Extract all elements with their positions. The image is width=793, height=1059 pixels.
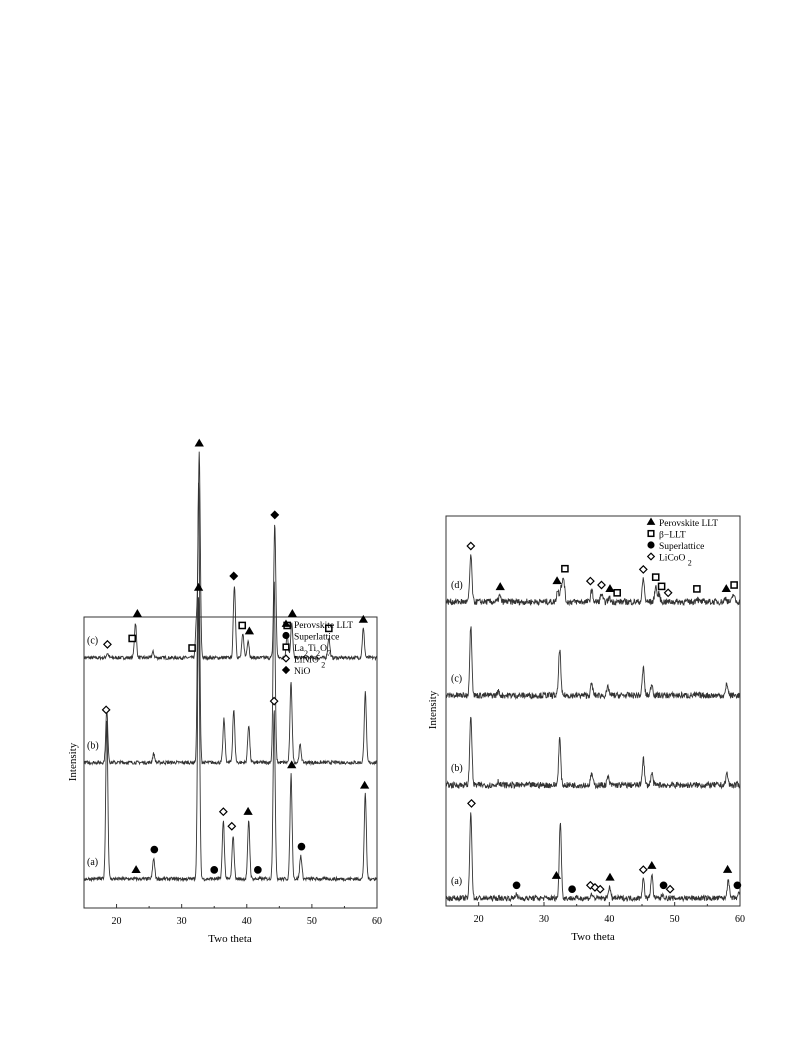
series-label: (b) (451, 763, 463, 775)
square-marker (129, 635, 135, 641)
triangle-marker (724, 866, 731, 872)
square-marker (614, 590, 620, 596)
x-tick-label: 40 (604, 914, 615, 925)
series-line (446, 626, 740, 698)
diamond-open-marker (283, 655, 290, 662)
x-tick-label: 20 (111, 916, 122, 927)
xrd-chart-right (427, 516, 745, 943)
x-tick-label: 30 (176, 916, 187, 927)
legend-label: β−LLT (659, 530, 686, 541)
triangle-marker (606, 585, 613, 591)
series-label: (b) (87, 740, 99, 752)
square-marker (694, 586, 700, 592)
diamond-open-marker (666, 886, 673, 893)
series-label: (c) (451, 673, 463, 685)
data-lines (84, 452, 377, 881)
x-axis-label: Two theta (571, 931, 615, 943)
square-marker (562, 566, 568, 572)
triangle-marker (244, 808, 251, 814)
x-tick-label: 40 (241, 916, 252, 927)
diamond-open-marker (587, 578, 594, 585)
circle-marker (660, 882, 666, 888)
legend-label: Superlattice (294, 632, 340, 643)
legend-label: $La_2Ti_2O_7$ (294, 644, 332, 658)
diamond-marker (230, 572, 237, 579)
diamond-marker (271, 511, 278, 518)
x-tick-label: 60 (735, 914, 745, 925)
legend-label: LiCoO $_2$ (659, 553, 692, 567)
triangle-marker (553, 577, 560, 583)
diamond-open-marker (467, 542, 474, 549)
series-labels (87, 636, 99, 868)
diamond-open-marker (104, 641, 111, 648)
xrd-chart-left (67, 440, 382, 945)
triangle-marker (648, 519, 655, 525)
diamond-open-marker (468, 800, 475, 807)
triangle-marker (289, 610, 296, 616)
circle-marker (648, 542, 654, 548)
triangle-marker (134, 610, 141, 616)
series-label: (a) (451, 876, 463, 888)
diamond-open-marker (640, 566, 647, 573)
plot-frame (446, 516, 740, 906)
triangle-marker (723, 585, 730, 591)
x-axis-ticks (84, 904, 382, 927)
circle-marker (298, 843, 304, 849)
diamond-open-marker (665, 589, 672, 596)
series-line (446, 717, 740, 788)
circle-marker (255, 867, 261, 873)
square-marker (659, 583, 665, 589)
triangle-marker (361, 782, 368, 788)
x-tick-label: 60 (372, 916, 382, 927)
square-marker (648, 531, 654, 537)
square-marker (283, 644, 289, 650)
x-tick-label: 20 (473, 914, 484, 925)
circle-marker (211, 867, 217, 873)
y-axis-label: Intensity (427, 690, 439, 730)
diamond-open-marker (648, 553, 655, 560)
x-axis-ticks (446, 902, 745, 925)
legend-label: Perovskite LLT (294, 621, 354, 631)
x-axis-label: Two theta (208, 933, 252, 945)
series-label: (d) (451, 579, 463, 591)
x-tick-label: 50 (306, 916, 317, 927)
legend (283, 621, 354, 677)
circle-marker (569, 886, 575, 892)
circle-marker (734, 882, 740, 888)
legend-label: NiO (294, 667, 311, 677)
triangle-marker (606, 874, 613, 880)
y-axis-label: Intensity (67, 742, 79, 782)
triangle-marker (132, 866, 139, 872)
x-tick-label: 50 (669, 914, 680, 925)
legend-label: Perovskite LLT (659, 519, 719, 529)
triangle-marker (196, 440, 203, 446)
legend-label: LiNiO $_2$ (294, 655, 326, 669)
phase-markers (467, 542, 740, 892)
square-marker (189, 645, 195, 651)
triangle-marker (648, 862, 655, 868)
triangle-marker (246, 628, 253, 634)
series-labels (451, 580, 463, 887)
diamond-open-marker (103, 706, 110, 713)
triangle-marker (497, 583, 504, 589)
square-marker (239, 622, 245, 628)
data-lines (446, 554, 740, 901)
circle-marker (151, 846, 157, 852)
series-label: (a) (87, 856, 99, 868)
circle-marker (283, 633, 289, 639)
diamond-open-marker (228, 823, 235, 830)
diamond-open-marker (598, 581, 605, 588)
square-marker (653, 574, 659, 580)
circle-marker (513, 882, 519, 888)
diamond-open-marker (271, 698, 278, 705)
series-label: (c) (87, 635, 99, 647)
diamond-marker (283, 667, 290, 674)
diamond-open-marker (220, 808, 227, 815)
legend-label: Superlattice (659, 542, 705, 552)
x-tick-label: 30 (539, 914, 549, 925)
legend (648, 519, 719, 567)
diamond-open-marker (640, 866, 647, 873)
triangle-marker (283, 621, 290, 627)
square-marker (731, 582, 737, 588)
